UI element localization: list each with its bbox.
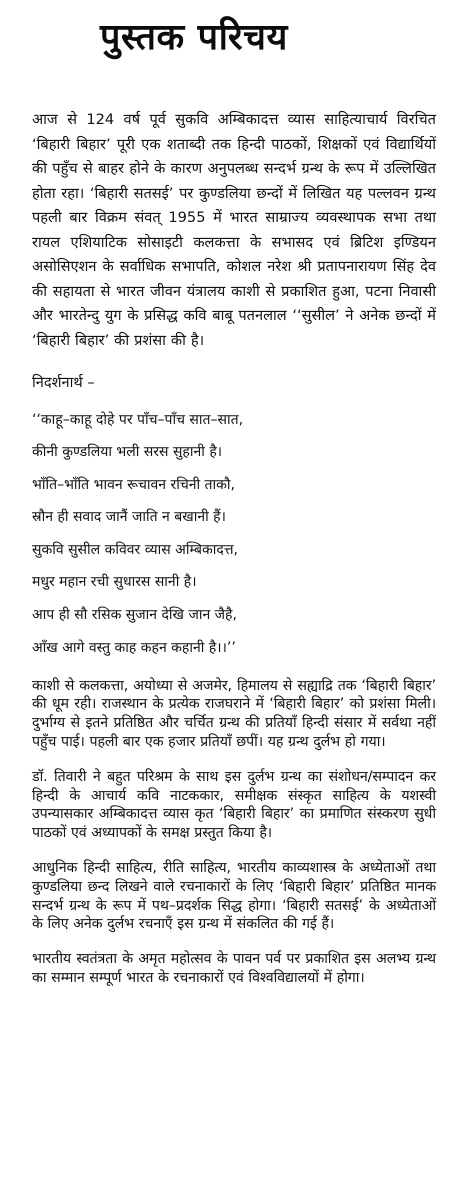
intro-paragraph: आज से 124 वर्ष पूर्व सुकवि अम्बिकादत्त व्यास साहित्याचार्य विरचित ‘बिहारी बिहार’ पूरी एक शताब्दी तक हिन्दी पाठकों, शिक्षकों एवं विद्यार्थियों की पहुँच से बाहर होने के कारण अनुपलब्ध सन्दर्भ ग्रन्थ के रूप में उल्लिखित होता रहा। ‘बिहारी सतसई’ पर कुण्डलिया छन्दों में लिखित यह पल्लवन ग्रन्थ पहली बार विक्रम संवत् 1955 में भारत साम्राज्य व्यवस्थापक सभा तथा रायल एशियाटिक सोसाइटी कलकत्ता के सभासद एवं ब्रिटिश इण्डियन असोसिएशन के सर्वाधिक सभापति, कोशल नरेश श्री प्रतापनारायण सिंह देव की सहायता से भारत जीवन यंत्रालय काशी से प्रकाशित हुआ, पटना निवासी और भारतेन्दु युग के प्रसिद्ध कवि बाबू पतनलाल ‘‘सुसील’ ने अनेक छन्दों में ‘बिहारी बिहार’ की प्रशंसा की है। <box>32 111 436 349</box>
editor-paragraph: डॉ. तिवारी ने बहुत परिश्रम के साथ इस दुर्लभ ग्रन्थ का संशोधन/सम्पादन कर हिन्दी के आचार्य कवि नाटककार, समीक्षक संस्कृत साहित्य के यशस्वी उपन्यासकार अम्बिकादत्त व्यास कृत ‘बिहारी बिहार’ का प्रमाणित संस्करण सुधी पाठकों एवं अध्यापकों के समक्ष प्रस्तुत किया है। <box>32 768 436 842</box>
poem-line: मधुर महान रची सुधारस सानी है। <box>32 574 197 591</box>
example-label: निदर्शनार्थ – <box>32 374 95 391</box>
poem-line: ‘‘काहू–काहू दोहे पर पाँच–पाँच सात–सात, <box>32 411 244 428</box>
quoted-poem <box>32 410 436 659</box>
poem-line: सुकवि सुसील कविवर व्यास अम्बिकादत्त, <box>32 541 238 558</box>
page-title: पुस्तक परिचय <box>100 17 288 58</box>
poem-line: स्रौन ही सवाद जानैं जाति न बखानी हैं। <box>32 509 226 526</box>
poem-line: भाँति–भाँति भावन रूचावन रचिनी ताकौ, <box>32 476 235 493</box>
poem-line: आँख आगे वस्तु काह कहन कहानी है।।’’ <box>32 639 236 656</box>
popularity-paragraph: काशी से कलकत्ता, अयोध्या से अजमेर, हिमालय से सह्याद्रि तक ‘बिहारी बिहार’ की धूम रही। राजस्थान के प्रत्येक राजघराने में ‘बिहारी बिहार’ को प्रशंसा मिली। दुर्भाग्य से इतने प्रतिष्ठित और चर्चित ग्रन्थ की प्रतियाँ हिन्दी संसार में सर्वथा नहीं पहुँच पाई। पहली बार एक हजार प्रतियाँ छपीं। यह ग्रन्थ दुर्लभ हो गया। <box>32 677 436 751</box>
poem-line: कीनी कुण्डलिया भली सरस सुहानी है। <box>32 444 223 461</box>
document-body <box>32 108 436 1004</box>
significance-paragraph: आधुनिक हिन्दी साहित्य, रीति साहित्य, भारतीय काव्यशास्त्र के अध्येताओं तथा कुण्डलिया छन्द लिखने वाले रचनाकारों के लिए ‘बिहारी बिहार’ प्रतिष्ठित मानक सन्दर्भ ग्रन्थ के रूप में पथ–प्रदर्शक सिद्ध होगा। ‘बिहारी सतसई’ के अध्येताओं के लिए अनेक दुर्लभ रचनाएँ इस ग्रन्थ में संकलित की गई हैं। <box>32 860 436 933</box>
poem-line: आप ही सौ रसिक सुजान देखि जान जैहै, <box>32 607 237 624</box>
closing-paragraph: भारतीय स्वतंत्रता के अमृत महोत्सव के पावन पर्व पर प्रकाशित इस अलभ्य ग्रन्थ का सम्मान सम्पूर्ण भारत के रचनाकारों एवं विश्वविद्यालयों में होगा। <box>32 951 436 987</box>
